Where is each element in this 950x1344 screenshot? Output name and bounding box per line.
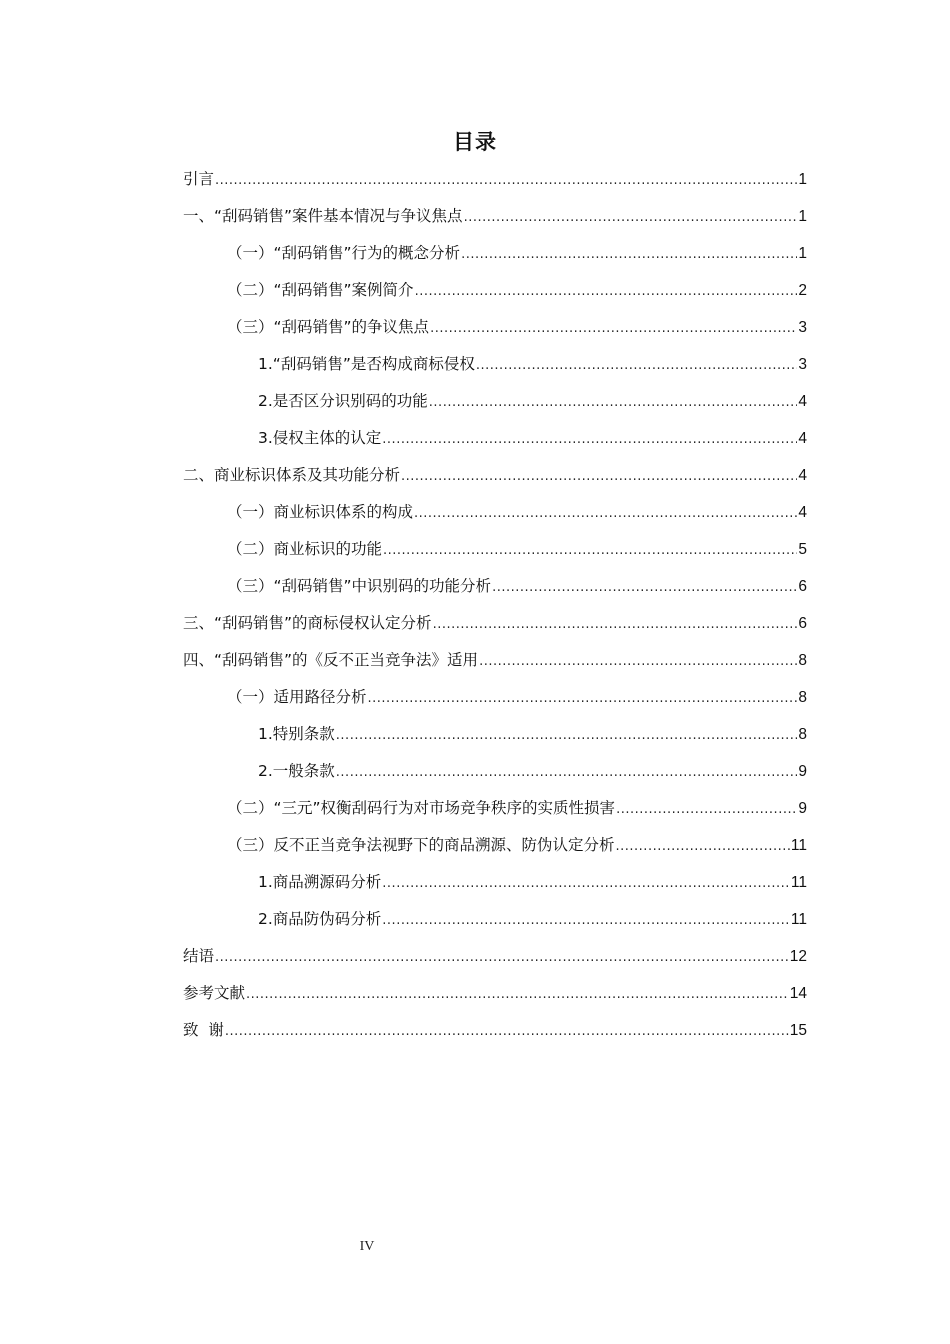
toc-page-number: 6 <box>798 578 807 595</box>
toc-entry-text: （三）反不正当竞争法视野下的商品溯源、防伪认定分析 <box>227 836 615 854</box>
dot-leader <box>616 797 797 823</box>
dot-leader <box>215 168 797 194</box>
toc-entry[interactable] <box>183 980 807 1017</box>
toc-entry[interactable] <box>183 684 807 721</box>
dot-leader <box>429 390 798 416</box>
dot-leader <box>479 649 797 675</box>
toc-page-number: 11 <box>790 837 807 854</box>
toc-page-number: 12 <box>789 948 807 965</box>
toc-entry[interactable] <box>183 351 807 388</box>
toc-entry[interactable] <box>183 462 807 499</box>
toc-page-number: 2 <box>798 282 807 299</box>
toc-entry-text: 致 谢 <box>183 1021 224 1039</box>
toc-entry[interactable] <box>183 277 807 314</box>
toc-entry-text: 2.是否区分识别码的功能 <box>258 392 428 410</box>
toc-page-number: 11 <box>790 874 807 891</box>
dot-leader <box>382 908 790 934</box>
toc-entry[interactable] <box>183 388 807 425</box>
toc-entry-text: （二）“刮码销售”案例简介 <box>227 281 414 299</box>
dot-leader <box>215 945 789 971</box>
toc-entry-text: 1.商品溯源码分析 <box>258 873 382 891</box>
toc-page-number: 14 <box>789 985 807 1002</box>
toc-entry[interactable] <box>183 425 807 462</box>
toc-entry[interactable] <box>183 758 807 795</box>
toc-page-number: 1 <box>798 208 807 225</box>
toc-page-number: 8 <box>798 652 807 669</box>
toc-entry-text: （三）“刮码销售”中识别码的功能分析 <box>227 577 492 595</box>
dot-leader <box>382 427 797 453</box>
toc-entry-text: 1.特别条款 <box>258 725 335 743</box>
dot-leader <box>368 686 798 712</box>
dot-leader <box>383 538 797 564</box>
toc-entry-text: 引言 <box>183 170 215 188</box>
toc-entry-text: （一）商业标识体系的构成 <box>227 503 414 521</box>
dot-leader <box>464 205 798 231</box>
toc-page-number: 9 <box>798 763 807 780</box>
toc-page-number: 9 <box>798 800 807 817</box>
dot-leader <box>401 464 797 490</box>
dot-leader <box>246 982 789 1008</box>
toc-entry-text: 2.一般条款 <box>258 762 335 780</box>
toc-entry[interactable] <box>183 166 807 203</box>
toc-title: 目录 <box>453 130 497 154</box>
toc-entry-text: （一）“刮码销售”行为的概念分析 <box>227 244 461 262</box>
page-number: IV <box>359 1239 375 1254</box>
toc-entry[interactable] <box>183 906 807 943</box>
toc-entry[interactable] <box>183 943 807 980</box>
dot-leader <box>433 612 798 638</box>
toc-entry-text: 2.商品防伪码分析 <box>258 910 382 928</box>
dot-leader <box>415 279 798 305</box>
toc-entry-text: 1.“刮码销售”是否构成商标侵权 <box>258 355 475 373</box>
toc-entry[interactable] <box>183 314 807 351</box>
toc-entry[interactable] <box>183 869 807 906</box>
toc-entry[interactable] <box>183 832 807 869</box>
toc-entry-text: 一、“刮码销售”案件基本情况与争议焦点 <box>183 207 463 225</box>
toc-entry[interactable] <box>183 647 807 684</box>
toc-page-number: 4 <box>798 393 807 410</box>
toc-entry[interactable] <box>183 721 807 758</box>
toc-entry-text: 结语 <box>183 947 215 965</box>
toc-page-number: 3 <box>798 319 807 336</box>
toc-entry[interactable] <box>183 795 807 832</box>
toc-page-number: 8 <box>798 689 807 706</box>
toc-page-number: 5 <box>798 541 807 558</box>
toc-entry-text: 参考文献 <box>183 984 246 1002</box>
toc-entry[interactable] <box>183 573 807 610</box>
toc-entry[interactable] <box>183 240 807 277</box>
toc-page-number: 1 <box>798 245 807 262</box>
dot-leader <box>414 501 797 527</box>
dot-leader <box>225 1019 789 1045</box>
toc-page-number: 4 <box>798 504 807 521</box>
dot-leader <box>430 316 797 342</box>
toc-page-number: 11 <box>790 911 807 928</box>
toc-entry-text: （三）“刮码销售”的争议焦点 <box>227 318 430 336</box>
toc-entry[interactable] <box>183 1017 807 1054</box>
dot-leader <box>616 834 790 860</box>
toc-entry-text: 二、商业标识体系及其功能分析 <box>183 466 401 484</box>
dot-leader <box>492 575 797 601</box>
toc-page-number: 8 <box>798 726 807 743</box>
dot-leader <box>461 242 797 268</box>
toc-entry-text: 四、“刮码销售”的《反不正当竞争法》适用 <box>183 651 479 669</box>
toc-entry-text: 3.侵权主体的认定 <box>258 429 382 447</box>
dot-leader <box>336 760 798 786</box>
table-of-contents <box>183 166 807 1054</box>
toc-entry[interactable] <box>183 203 807 240</box>
toc-entry[interactable] <box>183 610 807 647</box>
toc-entry-text: （一）适用路径分析 <box>227 688 367 706</box>
dot-leader <box>336 723 798 749</box>
dot-leader <box>476 353 798 379</box>
toc-entry[interactable] <box>183 536 807 573</box>
toc-entry-text: 三、“刮码销售”的商标侵权认定分析 <box>183 614 432 632</box>
toc-entry-text: （二）“三元”权衡刮码行为对市场竞争秩序的实质性损害 <box>227 799 616 817</box>
toc-entry-text: （二）商业标识的功能 <box>227 540 383 558</box>
toc-page-number: 15 <box>789 1022 807 1039</box>
toc-page-number: 4 <box>798 467 807 484</box>
toc-page-number: 4 <box>798 430 807 447</box>
toc-page-number: 1 <box>798 171 807 188</box>
dot-leader <box>382 871 790 897</box>
toc-page-number: 3 <box>798 356 807 373</box>
toc-entry[interactable] <box>183 499 807 536</box>
toc-page-number: 6 <box>798 615 807 632</box>
